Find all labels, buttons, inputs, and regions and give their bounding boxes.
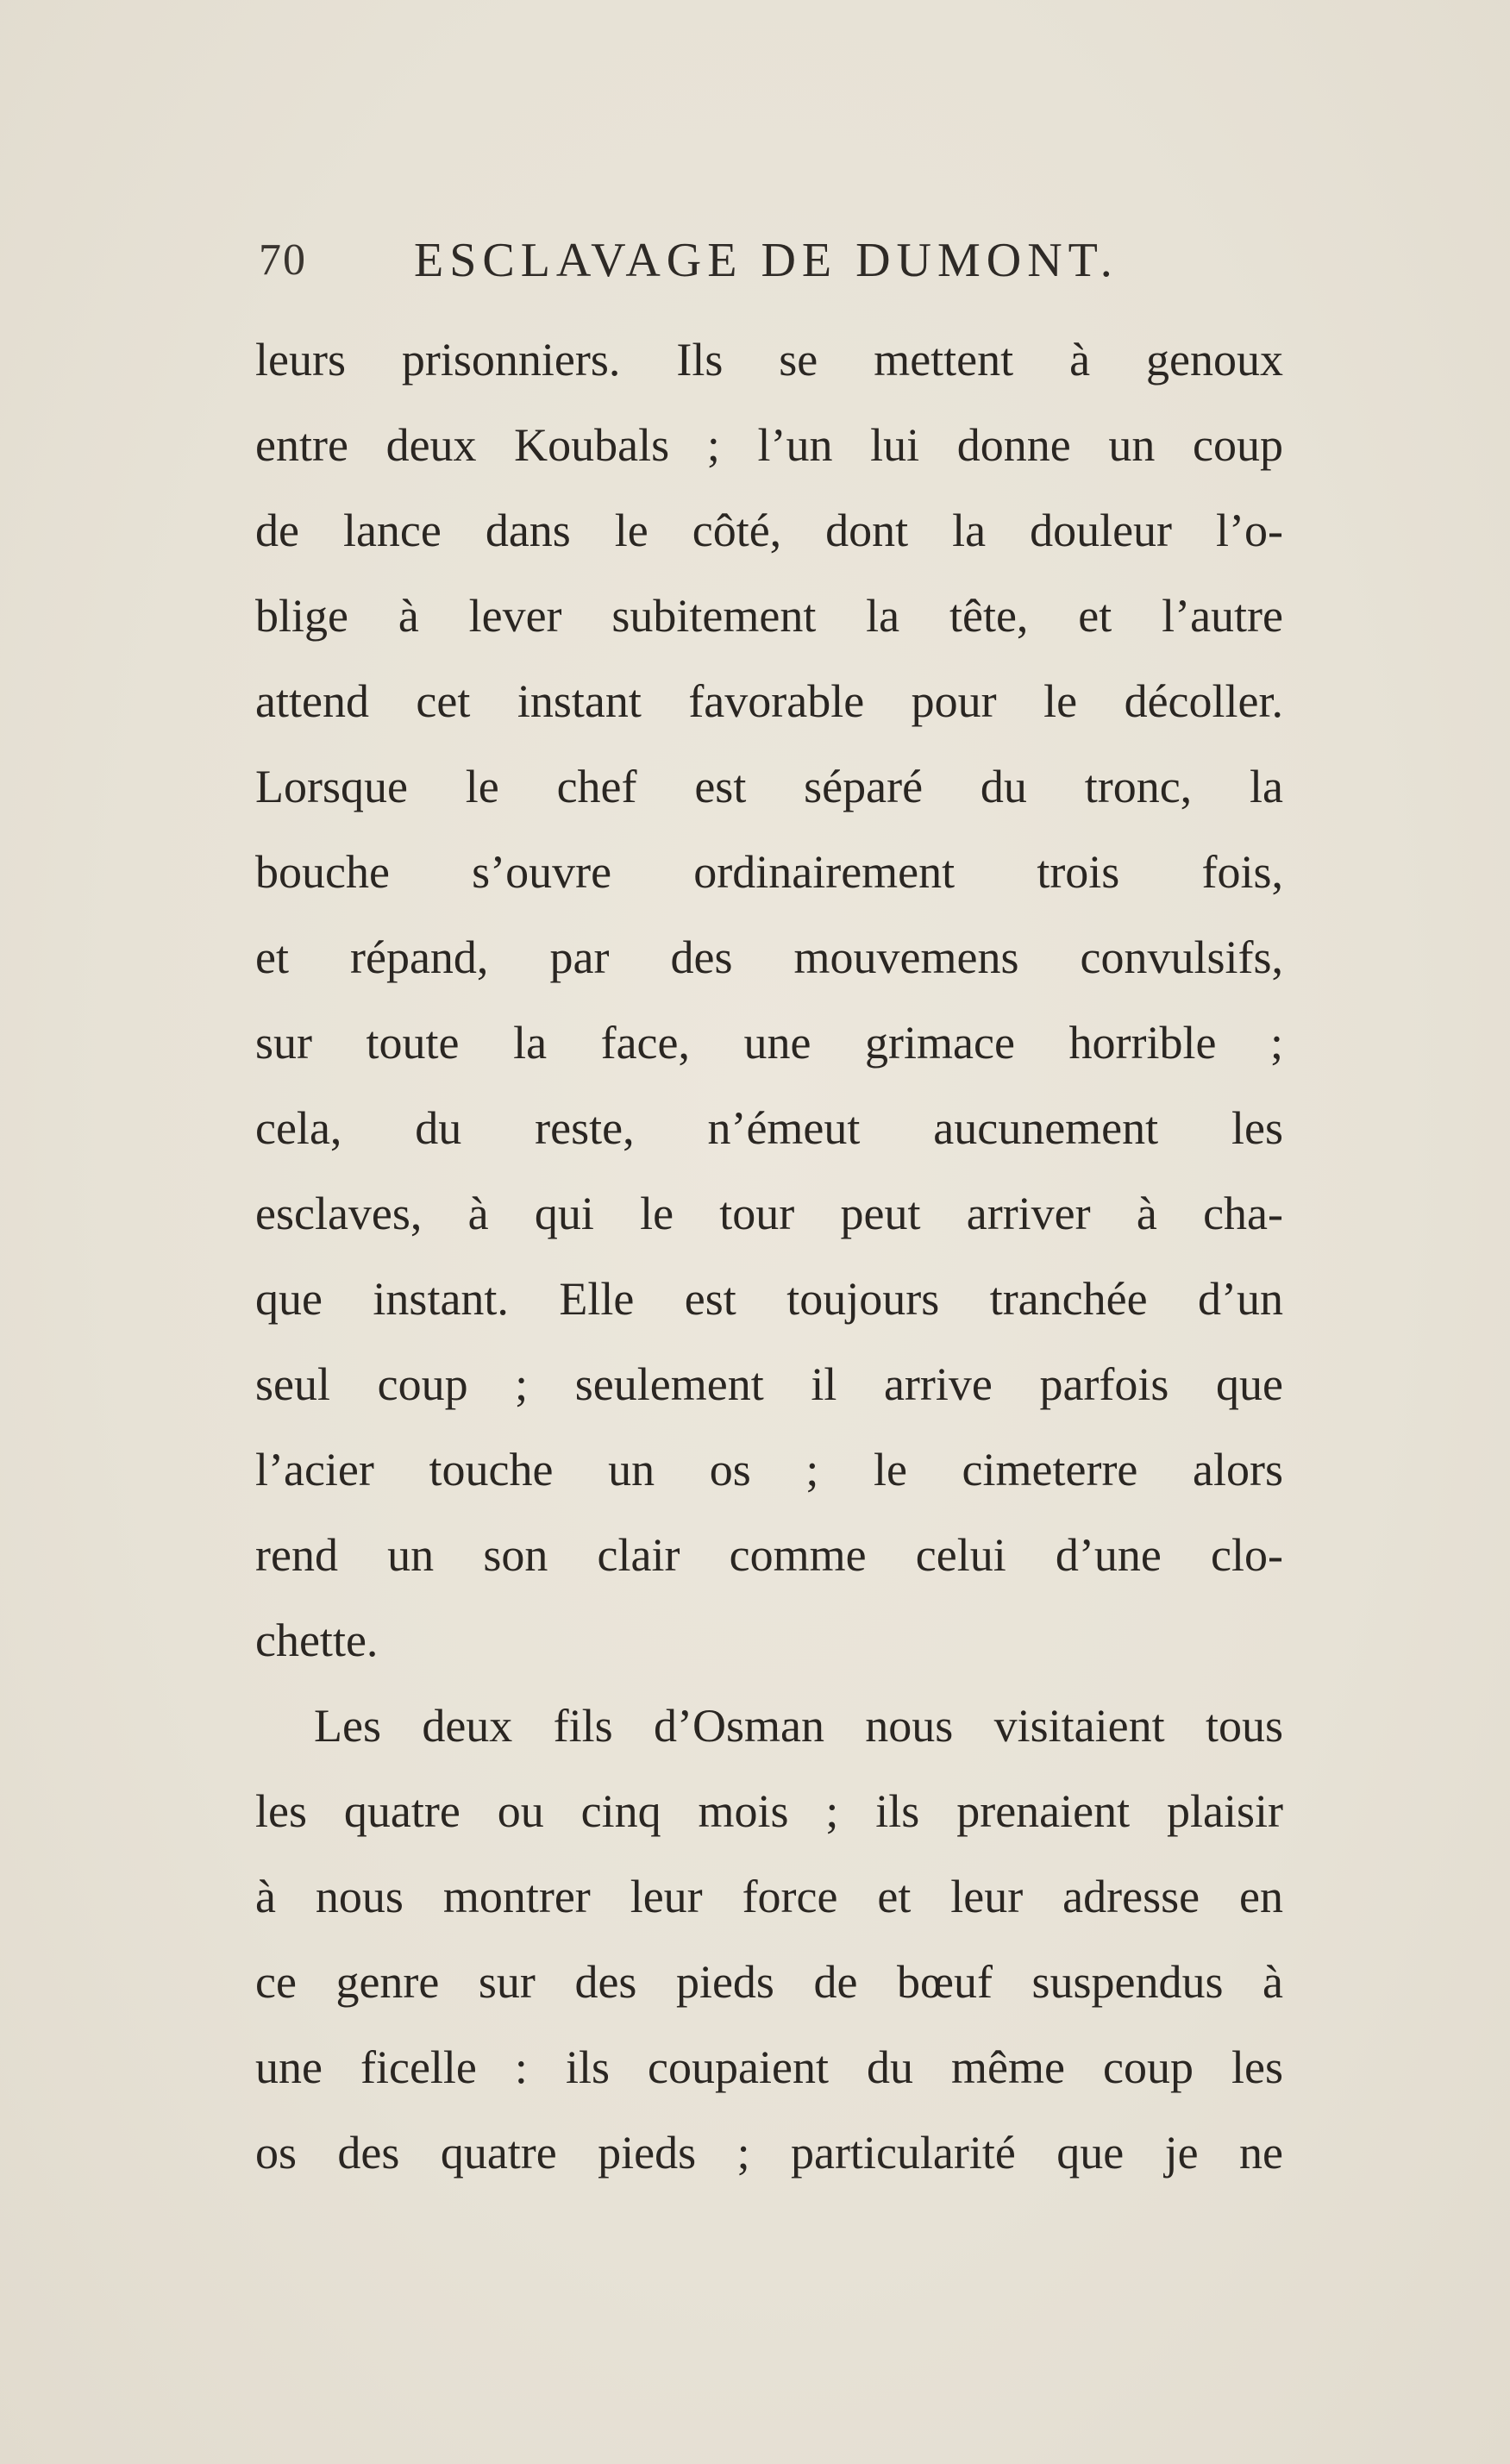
text-line: Lorsque le chef est séparé du tronc, la — [255, 761, 1283, 812]
text-line: à nous montrer leur force et leur adresse en — [255, 1871, 1283, 1922]
text-line: sur toute la face, une grimace horrible ; — [255, 1017, 1283, 1069]
page-number: 70 — [259, 235, 307, 285]
text-line: seul coup ; seulement il arrive parfois que — [255, 1358, 1283, 1410]
text-line: ce genre sur des pieds de bœuf suspendus à — [255, 1956, 1283, 2008]
text-line: Les deux fils d’Osman nous visitaient tous — [314, 1700, 1283, 1752]
text-line: cela, du reste, n’émeut aucunement les — [255, 1102, 1283, 1154]
text-line: une ficelle : ils coupaient du même coup les — [255, 2041, 1283, 2093]
text-line: de lance dans le côté, dont la douleur l’o- — [255, 505, 1283, 556]
text-line: bouche s’ouvre ordinairement trois fois, — [255, 846, 1283, 898]
text-line: l’acier touche un os ; le cimeterre alors — [255, 1444, 1283, 1495]
text-line: blige à lever subitement la tête, et l’autre — [255, 590, 1283, 642]
text-line: attend cet instant favorable pour le décoller. — [255, 675, 1283, 727]
text-line: entre deux Koubals ; l’un lui donne un coup — [255, 419, 1283, 471]
text-line: chette. — [255, 1614, 379, 1666]
body-text — [255, 317, 1283, 2196]
text-line: os des quatre pieds ; particularité que je ne — [255, 2127, 1283, 2179]
text-line: leurs prisonniers. Ils se mettent à genoux — [255, 334, 1283, 386]
page-header — [259, 226, 1285, 295]
text-line: et répand, par des mouvemens convulsifs, — [255, 931, 1283, 983]
text-line: esclaves, à qui le tour peut arriver à cha- — [255, 1188, 1283, 1239]
text-line: rend un son clair comme celui d’une clo- — [255, 1529, 1283, 1581]
running-title: ESCLAVAGE DE DUMONT. — [414, 234, 1118, 287]
text-line: les quatre ou cinq mois ; ils prenaient plaisir — [255, 1785, 1283, 1837]
text-line: que instant. Elle est toujours tranchée d’un — [255, 1273, 1283, 1325]
